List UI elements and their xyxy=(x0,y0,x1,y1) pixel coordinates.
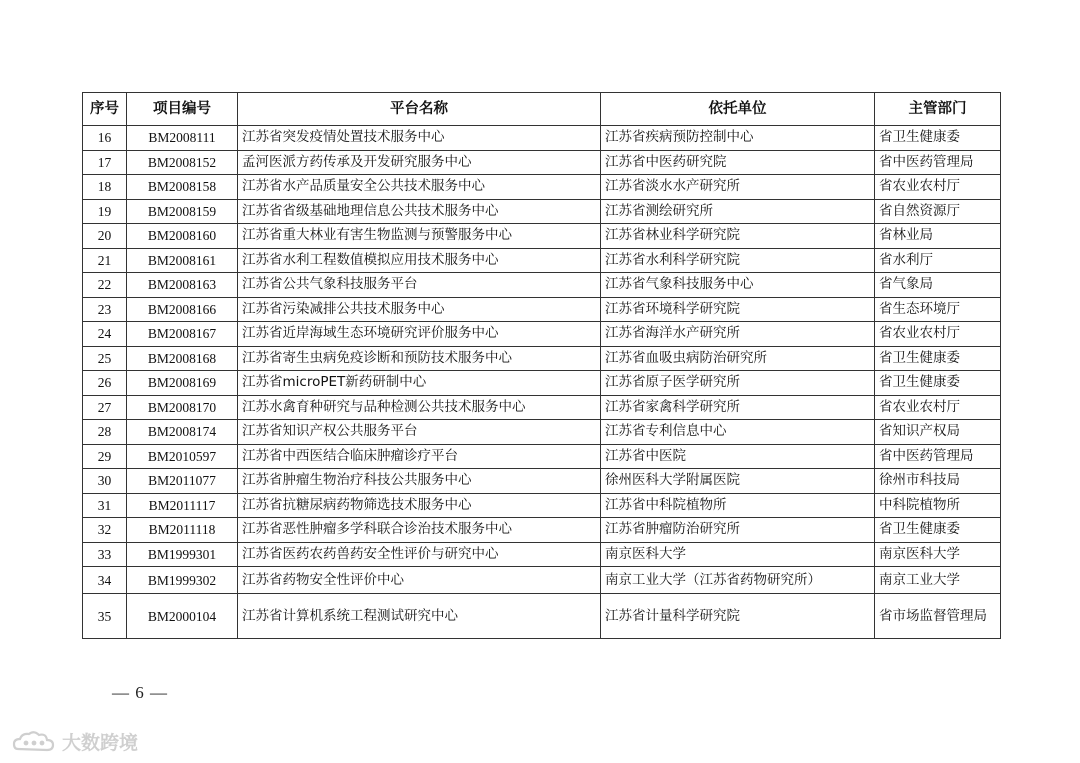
row-code: BM2008167 xyxy=(127,322,238,347)
header-unit: 依托单位 xyxy=(601,93,875,126)
table-row xyxy=(83,469,1001,494)
row-dept: 省中医药管理局 xyxy=(875,150,1001,175)
row-code: BM2008159 xyxy=(127,199,238,224)
row-unit: 江苏省中医药研究院 xyxy=(601,150,875,175)
table-row xyxy=(83,126,1001,151)
row-unit: 江苏省原子医学研究所 xyxy=(601,371,875,396)
table-row xyxy=(83,542,1001,567)
row-no: 24 xyxy=(83,322,127,347)
row-no: 20 xyxy=(83,224,127,249)
cloud-logo-icon xyxy=(12,729,56,755)
row-code: BM2008111 xyxy=(127,126,238,151)
row-no: 31 xyxy=(83,493,127,518)
row-dept: 省知识产权局 xyxy=(875,420,1001,445)
row-unit: 江苏省林业科学研究院 xyxy=(601,224,875,249)
row-no: 29 xyxy=(83,444,127,469)
row-name: 江苏省突发疫情处置技术服务中心 xyxy=(238,126,601,151)
row-code: BM2011118 xyxy=(127,518,238,543)
row-code: BM2008166 xyxy=(127,297,238,322)
row-dept: 省自然资源厅 xyxy=(875,199,1001,224)
row-code: BM2008170 xyxy=(127,395,238,420)
row-no: 28 xyxy=(83,420,127,445)
row-no: 35 xyxy=(83,594,127,639)
table-row xyxy=(83,248,1001,273)
row-code: BM2008161 xyxy=(127,248,238,273)
row-code: BM2008174 xyxy=(127,420,238,445)
row-name: 江苏省药物安全性评价中心 xyxy=(238,567,601,594)
row-dept: 省农业农村厅 xyxy=(875,395,1001,420)
row-code: BM2011077 xyxy=(127,469,238,494)
row-name: 江苏省公共气象科技服务平台 xyxy=(238,273,601,298)
table-row xyxy=(83,273,1001,298)
row-name: 江苏省恶性肿瘤多学科联合诊治技术服务中心 xyxy=(238,518,601,543)
row-unit: 江苏省气象科技服务中心 xyxy=(601,273,875,298)
row-name: 孟河医派方药传承及开发研究服务中心 xyxy=(238,150,601,175)
row-no: 26 xyxy=(83,371,127,396)
row-no: 32 xyxy=(83,518,127,543)
header-dept: 主管部门 xyxy=(875,93,1001,126)
header-code: 项目编号 xyxy=(127,93,238,126)
row-no: 19 xyxy=(83,199,127,224)
table-row xyxy=(83,199,1001,224)
row-unit: 江苏省疾病预防控制中心 xyxy=(601,126,875,151)
row-name: 江苏省计算机系统工程测试研究中心 xyxy=(238,594,601,639)
row-dept: 省卫生健康委 xyxy=(875,518,1001,543)
row-name: 江苏省近岸海域生态环境研究评价服务中心 xyxy=(238,322,601,347)
page-number: — 6 — xyxy=(112,683,168,702)
row-no: 33 xyxy=(83,542,127,567)
row-code: BM2010597 xyxy=(127,444,238,469)
row-no: 16 xyxy=(83,126,127,151)
row-dept: 中科院植物所 xyxy=(875,493,1001,518)
row-dept: 省卫生健康委 xyxy=(875,346,1001,371)
row-unit: 江苏省淡水水产研究所 xyxy=(601,175,875,200)
row-unit: 江苏省肿瘤防治研究所 xyxy=(601,518,875,543)
header-name: 平台名称 xyxy=(238,93,601,126)
row-unit: 南京工业大学（江苏省药物研究所） xyxy=(601,567,875,594)
row-unit: 江苏省中科院植物所 xyxy=(601,493,875,518)
row-name: 江苏省中西医结合临床肿瘤诊疗平台 xyxy=(238,444,601,469)
platform-table xyxy=(82,92,1001,639)
header-no: 序号 xyxy=(83,93,127,126)
row-no: 17 xyxy=(83,150,127,175)
table-row xyxy=(83,594,1001,639)
table-row xyxy=(83,297,1001,322)
table-row xyxy=(83,322,1001,347)
table-row xyxy=(83,346,1001,371)
row-no: 27 xyxy=(83,395,127,420)
row-code: BM2011117 xyxy=(127,493,238,518)
row-name: 江苏省肿瘤生物治疗科技公共服务中心 xyxy=(238,469,601,494)
table-row xyxy=(83,420,1001,445)
row-unit: 江苏省计量科学研究院 xyxy=(601,594,875,639)
row-name: 江苏省省级基础地理信息公共技术服务中心 xyxy=(238,199,601,224)
row-name: 江苏省医药农药兽药安全性评价与研究中心 xyxy=(238,542,601,567)
table-header-row xyxy=(83,93,1001,126)
row-name: 江苏省抗糖尿病药物筛选技术服务中心 xyxy=(238,493,601,518)
row-no: 25 xyxy=(83,346,127,371)
table-row xyxy=(83,444,1001,469)
row-dept: 省农业农村厅 xyxy=(875,322,1001,347)
row-no: 22 xyxy=(83,273,127,298)
row-unit: 徐州医科大学附属医院 xyxy=(601,469,875,494)
row-name: 江苏水禽育种研究与品种检测公共技术服务中心 xyxy=(238,395,601,420)
watermark xyxy=(12,728,138,755)
row-unit: 江苏省专利信息中心 xyxy=(601,420,875,445)
table-row xyxy=(83,395,1001,420)
row-name: 江苏省水产品质量安全公共技术服务中心 xyxy=(238,175,601,200)
row-code: BM2008169 xyxy=(127,371,238,396)
row-name: 江苏省寄生虫病免疫诊断和预防技术服务中心 xyxy=(238,346,601,371)
row-code: BM2000104 xyxy=(127,594,238,639)
table-row xyxy=(83,175,1001,200)
row-code: BM2008158 xyxy=(127,175,238,200)
row-dept: 省卫生健康委 xyxy=(875,371,1001,396)
table-row xyxy=(83,224,1001,249)
row-unit: 江苏省血吸虫病防治研究所 xyxy=(601,346,875,371)
row-name: 江苏省microPET新药研制中心 xyxy=(238,371,601,396)
row-code: BM2008152 xyxy=(127,150,238,175)
row-no: 21 xyxy=(83,248,127,273)
watermark-text: 大数跨境 xyxy=(62,732,139,754)
row-dept: 省气象局 xyxy=(875,273,1001,298)
row-name: 江苏省污染减排公共技术服务中心 xyxy=(238,297,601,322)
table-row xyxy=(83,567,1001,594)
row-no: 34 xyxy=(83,567,127,594)
row-code: BM2008168 xyxy=(127,346,238,371)
row-unit: 江苏省中医院 xyxy=(601,444,875,469)
row-unit: 江苏省水利科学研究院 xyxy=(601,248,875,273)
row-dept: 省林业局 xyxy=(875,224,1001,249)
row-dept: 省市场监督管理局 xyxy=(875,594,1001,639)
row-no: 23 xyxy=(83,297,127,322)
table-row xyxy=(83,150,1001,175)
table-body xyxy=(83,126,1001,639)
row-unit: 南京医科大学 xyxy=(601,542,875,567)
row-unit: 江苏省环境科学研究院 xyxy=(601,297,875,322)
row-unit: 江苏省海洋水产研究所 xyxy=(601,322,875,347)
table-row xyxy=(83,493,1001,518)
table-row xyxy=(83,371,1001,396)
row-no: 18 xyxy=(83,175,127,200)
row-dept: 省农业农村厅 xyxy=(875,175,1001,200)
row-unit: 江苏省家禽科学研究所 xyxy=(601,395,875,420)
row-code: BM1999302 xyxy=(127,567,238,594)
row-dept: 徐州市科技局 xyxy=(875,469,1001,494)
row-dept: 南京医科大学 xyxy=(875,542,1001,567)
row-name: 江苏省知识产权公共服务平台 xyxy=(238,420,601,445)
row-dept: 省卫生健康委 xyxy=(875,126,1001,151)
row-unit: 江苏省测绘研究所 xyxy=(601,199,875,224)
row-code: BM2008163 xyxy=(127,273,238,298)
row-name: 江苏省重大林业有害生物监测与预警服务中心 xyxy=(238,224,601,249)
row-no: 30 xyxy=(83,469,127,494)
row-dept: 省生态环境厅 xyxy=(875,297,1001,322)
row-dept: 省中医药管理局 xyxy=(875,444,1001,469)
row-code: BM2008160 xyxy=(127,224,238,249)
row-code: BM1999301 xyxy=(127,542,238,567)
row-name: 江苏省水利工程数值模拟应用技术服务中心 xyxy=(238,248,601,273)
row-dept: 省水利厅 xyxy=(875,248,1001,273)
table-row xyxy=(83,518,1001,543)
row-dept: 南京工业大学 xyxy=(875,567,1001,594)
